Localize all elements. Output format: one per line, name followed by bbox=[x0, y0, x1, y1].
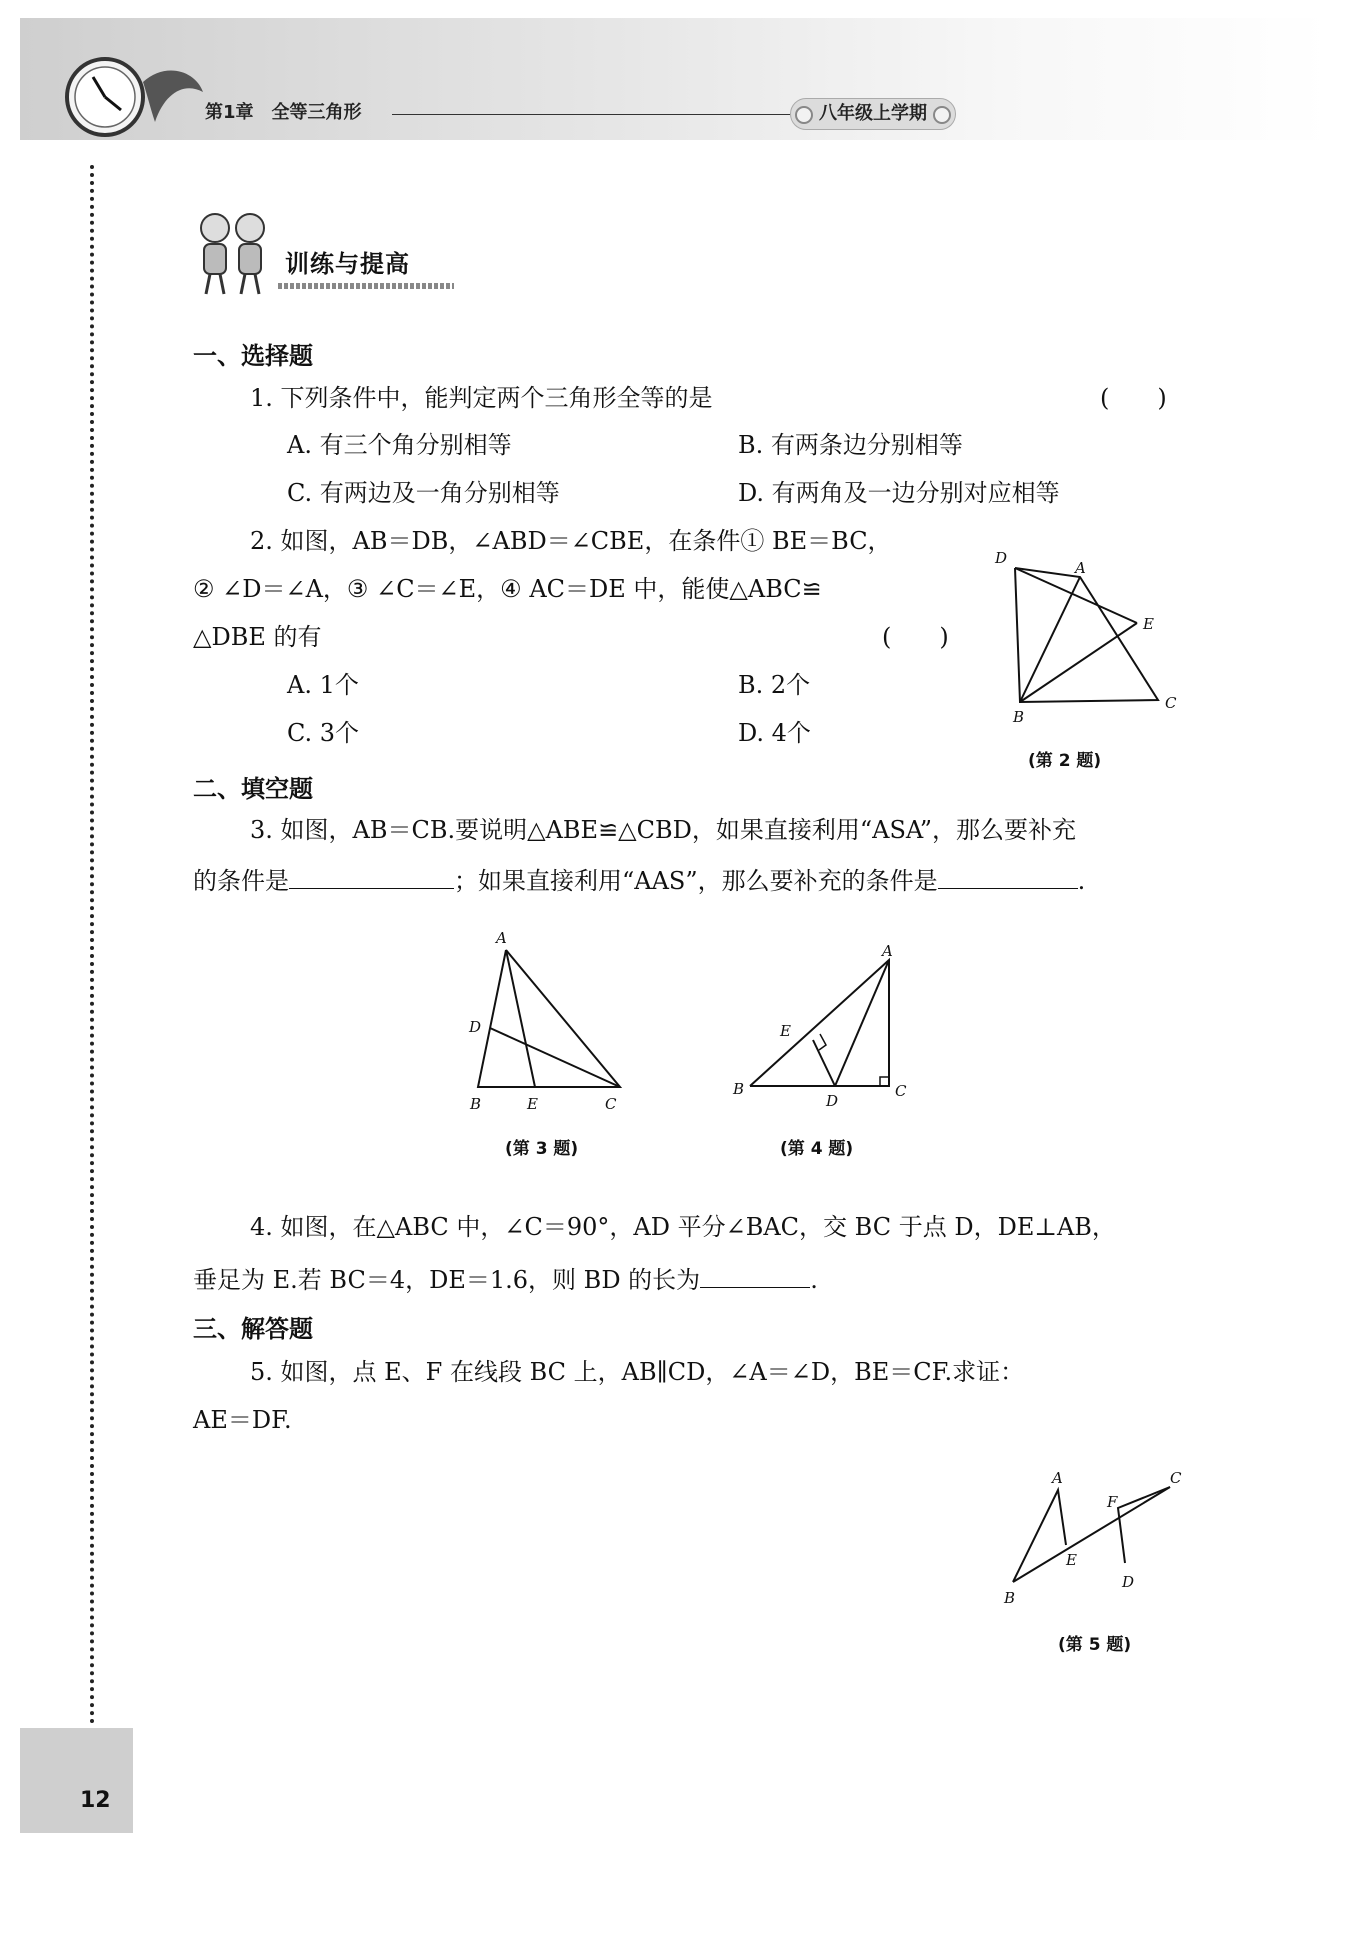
section-banner-title: 训练与提高 bbox=[285, 250, 410, 278]
q3-line2-middle: ；如果直接利用“AAS”，那么要补充的条件是 bbox=[454, 867, 938, 895]
section-heading-choice: 一、选择题 bbox=[193, 342, 313, 370]
q5-line1: 5. 如图，点 E、F 在线段 BC 上，AB∥CD，∠A＝∠D，BE＝CF.求证： bbox=[250, 1358, 1025, 1386]
fig3-label-e: E bbox=[527, 1095, 538, 1113]
q3-line2 bbox=[193, 866, 1085, 893]
fig3-label-d: D bbox=[469, 1018, 482, 1036]
fig4-label-e: E bbox=[780, 1022, 791, 1040]
section-heading-fill: 二、填空题 bbox=[193, 775, 313, 803]
fig4-label-d: D bbox=[826, 1092, 839, 1110]
q2-line2: ② ∠D＝∠A，③ ∠C＝∠E，④ AC＝DE 中，能使△ABC≌ bbox=[193, 575, 822, 603]
figure-q5 bbox=[990, 1465, 1200, 1615]
banner-underline bbox=[278, 283, 454, 289]
q2-option-c: C. 3个 bbox=[287, 719, 360, 747]
fig2-label-d: D bbox=[995, 549, 1008, 567]
q2-option-a: A. 1个 bbox=[287, 671, 359, 699]
q1-answer-bracket: ( ) bbox=[1100, 384, 1167, 412]
q3-blank-asa[interactable] bbox=[289, 866, 454, 889]
fig5-label-d: D bbox=[1122, 1573, 1135, 1591]
fig5-label-f: F bbox=[1107, 1493, 1118, 1511]
q4-line2-end: . bbox=[810, 1266, 818, 1294]
q4-blank-bd[interactable] bbox=[700, 1265, 810, 1288]
clock-logo-icon bbox=[55, 52, 205, 142]
fig5-label-b: B bbox=[1004, 1589, 1016, 1607]
fig2-label-e: E bbox=[1143, 615, 1154, 633]
q3-line1: 3. 如图，AB＝CB.要说明△ABE≌△CBD，如果直接利用“ASA”，那么要补充 bbox=[250, 816, 1076, 844]
q5-line2: AE＝DF. bbox=[193, 1406, 292, 1434]
q4-line1: 4. 如图，在△ABC 中，∠C＝90°，AD 平分∠BAC，交 BC 于点 D，DE⊥AB， bbox=[250, 1213, 1116, 1241]
chapter-title: 第1章 全等三角形 bbox=[205, 102, 362, 123]
q1-option-a: A. 有三个角分别相等 bbox=[287, 431, 512, 459]
fig4-label-c: C bbox=[895, 1082, 907, 1100]
fig2-label-b: B bbox=[1013, 708, 1025, 725]
fig4-label-b: B bbox=[733, 1080, 745, 1098]
q3-line2-start: 的条件是 bbox=[193, 867, 289, 895]
fig3-caption: (第 3 题) bbox=[505, 1139, 579, 1159]
fig5-caption: (第 5 题) bbox=[1058, 1635, 1132, 1655]
fig3-label-a: A bbox=[496, 929, 507, 947]
q2-answer-bracket: ( ) bbox=[882, 623, 949, 651]
fig3-label-c: C bbox=[605, 1095, 617, 1113]
q2-option-b: B. 2个 bbox=[738, 671, 811, 699]
fig4-label-a: A bbox=[882, 942, 893, 960]
grade-badge: 八年级上学期 bbox=[790, 98, 956, 130]
fig2-label-a: A bbox=[1075, 559, 1086, 577]
margin-dotted-line bbox=[90, 165, 94, 1725]
fig5-label-a: A bbox=[1052, 1469, 1063, 1487]
q4-line2-start: 垂足为 E.若 BC＝4，DE＝1.6，则 BD 的长为 bbox=[193, 1266, 701, 1294]
q4-line2 bbox=[193, 1265, 818, 1292]
q1-option-b: B. 有两条边分别相等 bbox=[738, 431, 963, 459]
fig2-label-c: C bbox=[1165, 694, 1177, 712]
fig4-caption: (第 4 题) bbox=[780, 1139, 854, 1159]
q2-line3: △DBE 的有 bbox=[193, 623, 322, 651]
q1-option-d: D. 有两角及一边分别对应相等 bbox=[738, 479, 1060, 507]
figure-q3 bbox=[460, 925, 640, 1115]
kids-illustration-icon bbox=[190, 208, 280, 298]
section-heading-answer: 三、解答题 bbox=[193, 1315, 313, 1343]
fig2-caption: (第 2 题) bbox=[1028, 751, 1102, 771]
q3-line2-end: . bbox=[1077, 867, 1086, 895]
fig3-label-b: B bbox=[470, 1095, 482, 1113]
q2-option-d: D. 4个 bbox=[738, 719, 811, 747]
fig5-label-c: C bbox=[1170, 1469, 1182, 1487]
header-rule bbox=[392, 114, 790, 115]
figure-q2 bbox=[985, 545, 1185, 725]
q1-stem: 1. 下列条件中，能判定两个三角形全等的是 bbox=[250, 384, 713, 412]
page-number: 12 bbox=[80, 1788, 111, 1813]
q3-blank-aas[interactable] bbox=[938, 866, 1078, 889]
fig5-label-e: E bbox=[1066, 1551, 1077, 1569]
page-number-box bbox=[20, 1728, 133, 1833]
q2-line1: 2. 如图，AB＝DB，∠ABD＝∠CBE，在条件① BE＝BC， bbox=[250, 527, 892, 555]
figure-q4 bbox=[730, 938, 910, 1118]
q1-option-c: C. 有两边及一角分别相等 bbox=[287, 479, 560, 507]
